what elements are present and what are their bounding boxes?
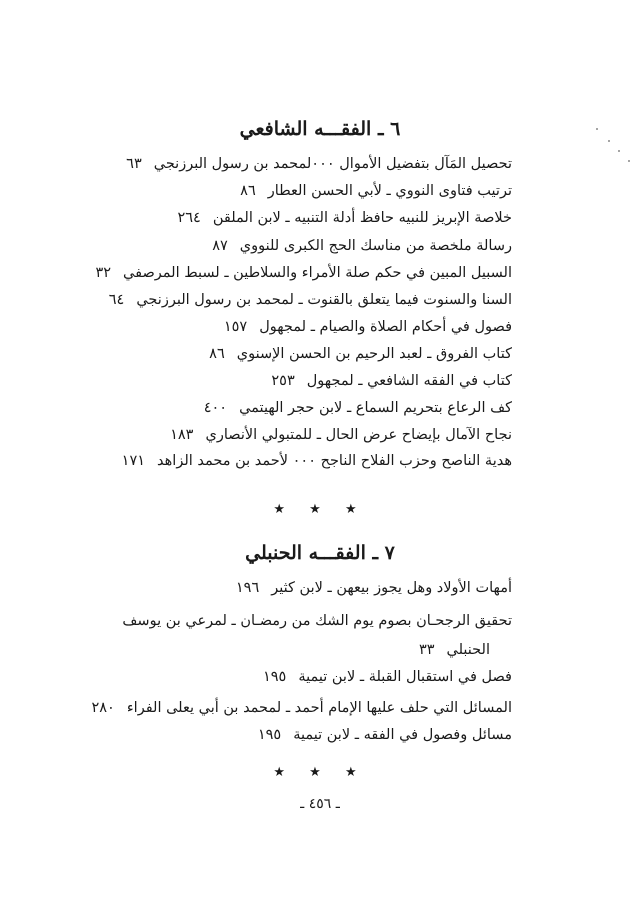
index-entry <box>42 370 512 392</box>
entry-page-number: ١٩٥ <box>257 727 282 743</box>
entry-page-number: ٨٦ <box>240 183 256 199</box>
entry-title: هدية الناصح وحزب الفلاح الناجح ۰۰۰ لأحمد بن محمد الزاهد <box>157 453 512 469</box>
entry-page-number: ١٩٦ <box>235 580 260 596</box>
entry-title: تحقيق الرجحـان بصوم يوم الشك من رمضـان ـ لمرعي بن يوسف <box>122 613 512 629</box>
index-entry <box>42 697 512 719</box>
index-entry <box>42 577 512 599</box>
entry-page-number: ٨٧ <box>212 238 228 254</box>
section-heading-hanbali: ٧ ـ الفقـــه الحنبلي <box>245 542 395 564</box>
scan-speck <box>608 140 610 142</box>
entry-page-number: ٤٠٠ <box>203 400 228 416</box>
page-number: ـ ٤٥٦ ـ <box>300 796 340 812</box>
entry-title: ترتيب فتاوى النووي ـ لأبي الحسن العطار <box>267 183 512 199</box>
entry-title: فصول في أحكام الصلاة والصيام ـ لمجهول <box>259 319 512 335</box>
entry-title: خلاصة الإبريز للنبيه حافظ أدلة التنبيه ـ لابن الملقن <box>212 210 512 226</box>
entry-title: كف الرعاع بتحريم السماع ـ لابن حجر الهيتمي <box>239 400 512 416</box>
entry-title: أمهات الأولاد وهل يجوز بيعهن ـ لابن كثير <box>271 580 512 596</box>
entry-title: السنا والسنوت فيما يتعلق بالقنوت ـ لمحمد بن رسول البرزنجي <box>136 292 512 308</box>
entry-page-number: ٨٦ <box>209 346 225 362</box>
entry-title: فصل في استقبال القبلة ـ لابن تيمية <box>298 669 512 685</box>
entry-page-number: ١٨٣ <box>170 427 194 443</box>
index-entry <box>42 610 512 632</box>
index-entry <box>42 207 512 229</box>
index-entry <box>42 262 512 284</box>
index-entry <box>42 316 512 338</box>
index-entry-continuation <box>20 639 490 661</box>
section-heading-shafii: ٦ ـ الفقـــه الشافعي <box>239 118 401 140</box>
entry-title: السبيل المبين في حكم صلة الأمراء والسلاطين ـ لسبط المرصفي <box>123 265 512 281</box>
index-entry <box>42 450 512 472</box>
index-entry <box>42 424 512 446</box>
entry-title: الحنبلي <box>446 642 490 658</box>
index-entry <box>42 153 512 175</box>
entry-title: كتاب في الفقه الشافعي ـ لمجهول <box>306 373 512 389</box>
entry-page-number: ١٩٥ <box>262 669 287 685</box>
scan-speck <box>618 150 620 152</box>
entry-title: رسالة ملخصة من مناسك الحج الكبرى للنووي <box>239 238 512 254</box>
index-entry <box>42 180 512 202</box>
index-entry <box>42 397 512 419</box>
entry-page-number: ٢٨٠ <box>91 700 115 716</box>
index-entry <box>42 724 512 746</box>
entry-title: كتاب الفروق ـ لعبد الرحيم بن الحسن الإسنوي <box>236 346 512 362</box>
entry-title: تحصيل المَآل بتفضيل الأموال ۰۰۰لمحمد بن رسول البرزنجي <box>153 156 512 172</box>
entry-page-number: ٦٣ <box>126 156 142 172</box>
entry-page-number: ١٥٧ <box>223 319 248 335</box>
entry-page-number: ٢٥٣ <box>271 373 295 389</box>
entry-page-number: ٣٣ <box>418 642 435 658</box>
entry-page-number: ٦٤ <box>108 292 125 308</box>
index-entry <box>42 289 512 311</box>
section-separator-stars: ★ ★ ★ <box>273 502 367 517</box>
entry-title: مسائل وفصول في الفقه ـ لابن تيمية <box>293 727 512 743</box>
index-entry <box>42 343 512 365</box>
index-entry <box>42 235 512 257</box>
index-entry <box>42 666 512 688</box>
section-separator-stars: ★ ★ ★ <box>273 765 367 780</box>
entry-title: المسائل التي حلف عليها الإمام أحمد ـ لمحمد بن أبي يعلى الفراء <box>126 700 512 716</box>
scan-speck <box>628 160 630 162</box>
entry-title: نجاح الآمال بإيضاح عرض الحال ـ للمتبولي الأنصاري <box>205 427 512 443</box>
scan-speck <box>596 128 598 130</box>
entry-page-number: ١٧١ <box>121 453 146 469</box>
entry-page-number: ٢٦٤ <box>177 210 201 226</box>
entry-page-number: ٣٢ <box>95 265 112 281</box>
